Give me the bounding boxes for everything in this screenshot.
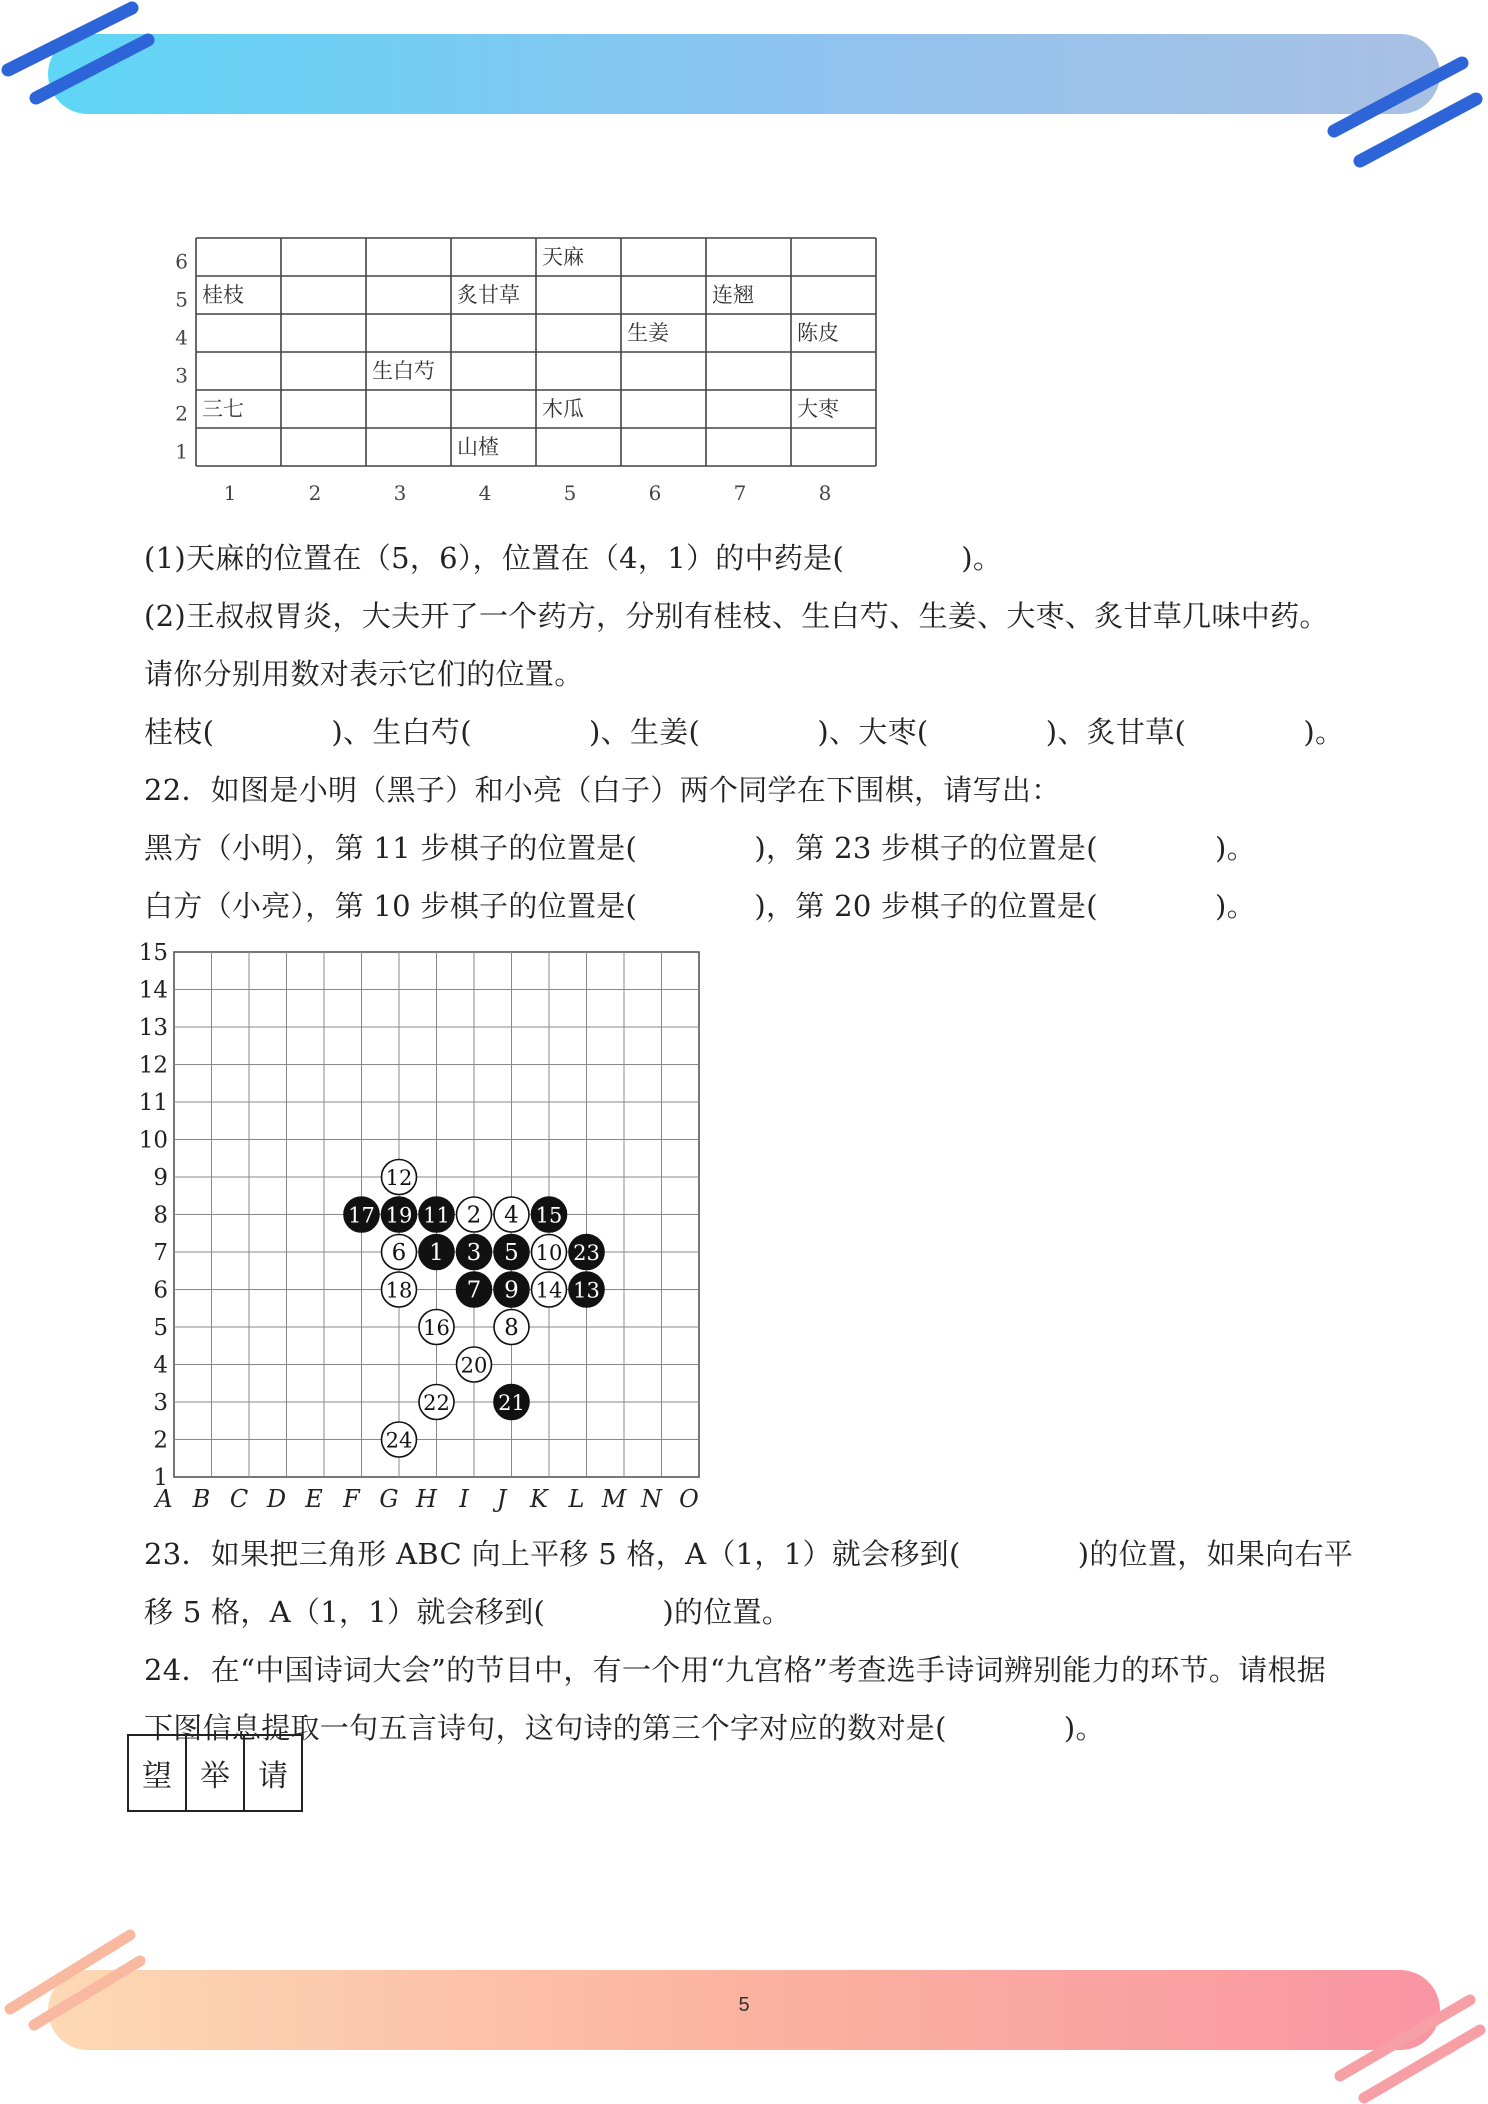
column-label: A [155,1485,173,1513]
herb-name: 生姜 [627,321,669,345]
stone-number: 4 [504,1202,519,1229]
header-banner [48,34,1440,114]
stone-number: 18 [385,1278,413,1303]
column-label: O [679,1485,699,1513]
row-label: 10 [138,1127,168,1154]
q21-part2-answers: 桂枝( )、生白芍( )、生姜( )、大枣( )、炙甘草( )。 [144,715,1345,749]
column-label: H [416,1485,437,1513]
y-axis-label: 3 [175,363,188,388]
q21-part2-line2: 请你分别用数对表示它们的位置。 [144,657,584,691]
row-label: 3 [153,1390,168,1416]
x-axis-label: 8 [818,481,832,505]
column-label: E [305,1485,323,1513]
y-axis-label: 2 [175,401,188,426]
stone-number: 19 [385,1203,413,1228]
row-label: 2 [153,1427,168,1454]
herb-name: 三七 [202,397,244,421]
row-label: 4 [153,1352,168,1379]
herb-name: 生白芍 [372,359,435,383]
herb-name: 炙甘草 [457,283,520,307]
stone-number: 21 [498,1391,525,1415]
q22-white: 白方（小亮），第 10 步棋子的位置是( )，第 20 步棋子的位置是( )。 [144,889,1256,923]
stone-number: 13 [573,1278,600,1303]
herb-name: 木瓜 [542,397,584,421]
row-label: 11 [138,1090,168,1116]
q23-line2: 移 5 格，A（1，1）就会移到( )的位置。 [144,1595,792,1629]
row-label: 8 [153,1202,168,1229]
column-label: B [192,1485,211,1513]
stone-number: 8 [504,1315,519,1341]
q21-part1: (1)天麻的位置在（5，6），位置在（4，1）的中药是( )。 [144,541,1003,575]
q23-line1: 23．如果把三角形 ABC 向上平移 5 格，A（1，1）就会移到( )的位置，如果向右平 [144,1537,1354,1571]
column-label: K [530,1485,548,1513]
row-label: 9 [153,1165,168,1191]
page-number: 5 [738,1994,750,2016]
q21-part2-line1: (2)王叔叔胃炎，大夫开了一个药方，分别有桂枝、生白芍、生姜、大枣、炙甘草几味中药。 [144,599,1329,633]
column-label: J [496,1485,507,1513]
q22-black: 黑方（小明），第 11 步棋子的位置是( )，第 23 步棋子的位置是( )。 [144,831,1256,865]
row-label: 1 [153,1465,168,1491]
column-label: L [568,1485,585,1513]
y-axis-label: 4 [175,325,188,350]
stone-number: 22 [423,1391,450,1415]
stone-number: 20 [460,1353,488,1378]
stone-number: 3 [466,1240,482,1266]
row-label: 14 [138,977,168,1004]
y-axis-label: 5 [175,287,188,312]
herb-name: 山楂 [457,435,499,459]
stone-number: 11 [423,1203,450,1228]
x-axis-label: 1 [223,481,237,505]
row-label: 7 [153,1240,168,1266]
column-label: N [641,1485,662,1513]
row-label: 6 [153,1277,168,1304]
herb-name: 天麻 [542,245,584,269]
poem-cell: 望 [128,1735,186,1811]
stone-number: 5 [504,1240,519,1266]
row-label: 15 [138,940,168,966]
poem-cell: 举 [186,1735,244,1811]
herb-name: 连翘 [712,283,754,307]
herb-name: 陈皮 [797,321,839,345]
herb-name: 大枣 [797,397,839,421]
stone-number: 23 [573,1241,600,1265]
column-label: D [266,1485,287,1513]
column-label: I [459,1485,469,1513]
q24-line2: 下图信息提取一句五言诗句，这句诗的第三个字对应的数对是( )。 [144,1711,1105,1745]
x-axis-label: 4 [478,481,492,505]
stone-number: 17 [348,1203,375,1228]
y-axis-label: 1 [175,439,188,464]
column-label: C [229,1485,249,1513]
stone-number: 12 [385,1166,413,1190]
column-label: F [343,1485,360,1513]
poem-grid [127,1734,303,1812]
herb-name: 桂枝 [202,283,244,307]
go-board [130,940,710,1520]
x-axis-label: 5 [563,481,577,505]
x-axis-label: 7 [733,481,747,505]
stone-number: 2 [466,1202,482,1229]
stone-number: 16 [423,1316,450,1340]
x-axis-label: 2 [308,481,322,505]
stone-number: 1 [429,1240,444,1266]
x-axis-label: 6 [648,481,662,505]
row-label: 12 [138,1052,168,1079]
stone-number: 14 [535,1278,563,1303]
row-label: 5 [153,1315,168,1341]
x-axis-label: 3 [393,481,407,505]
column-label: M [601,1485,627,1513]
stone-number: 9 [504,1277,519,1304]
stone-number: 24 [385,1428,413,1453]
column-label: G [379,1485,399,1513]
stone-number: 7 [466,1277,482,1304]
row-label: 13 [138,1015,168,1041]
stone-number: 15 [535,1203,563,1228]
stone-number: 6 [391,1240,407,1266]
herb-position-grid [164,234,884,514]
y-axis-label: 6 [175,249,188,274]
q24-line1: 24．在“中国诗词大会”的节目中，有一个用“九宫格”考查选手诗词辨别能力的环节。请根据 [144,1653,1327,1687]
q22-prompt: 22．如图是小明（黑子）和小亮（白子）两个同学在下围棋，请写出： [144,773,1061,807]
stone-number: 10 [535,1241,563,1265]
poem-cell: 请 [244,1735,302,1811]
